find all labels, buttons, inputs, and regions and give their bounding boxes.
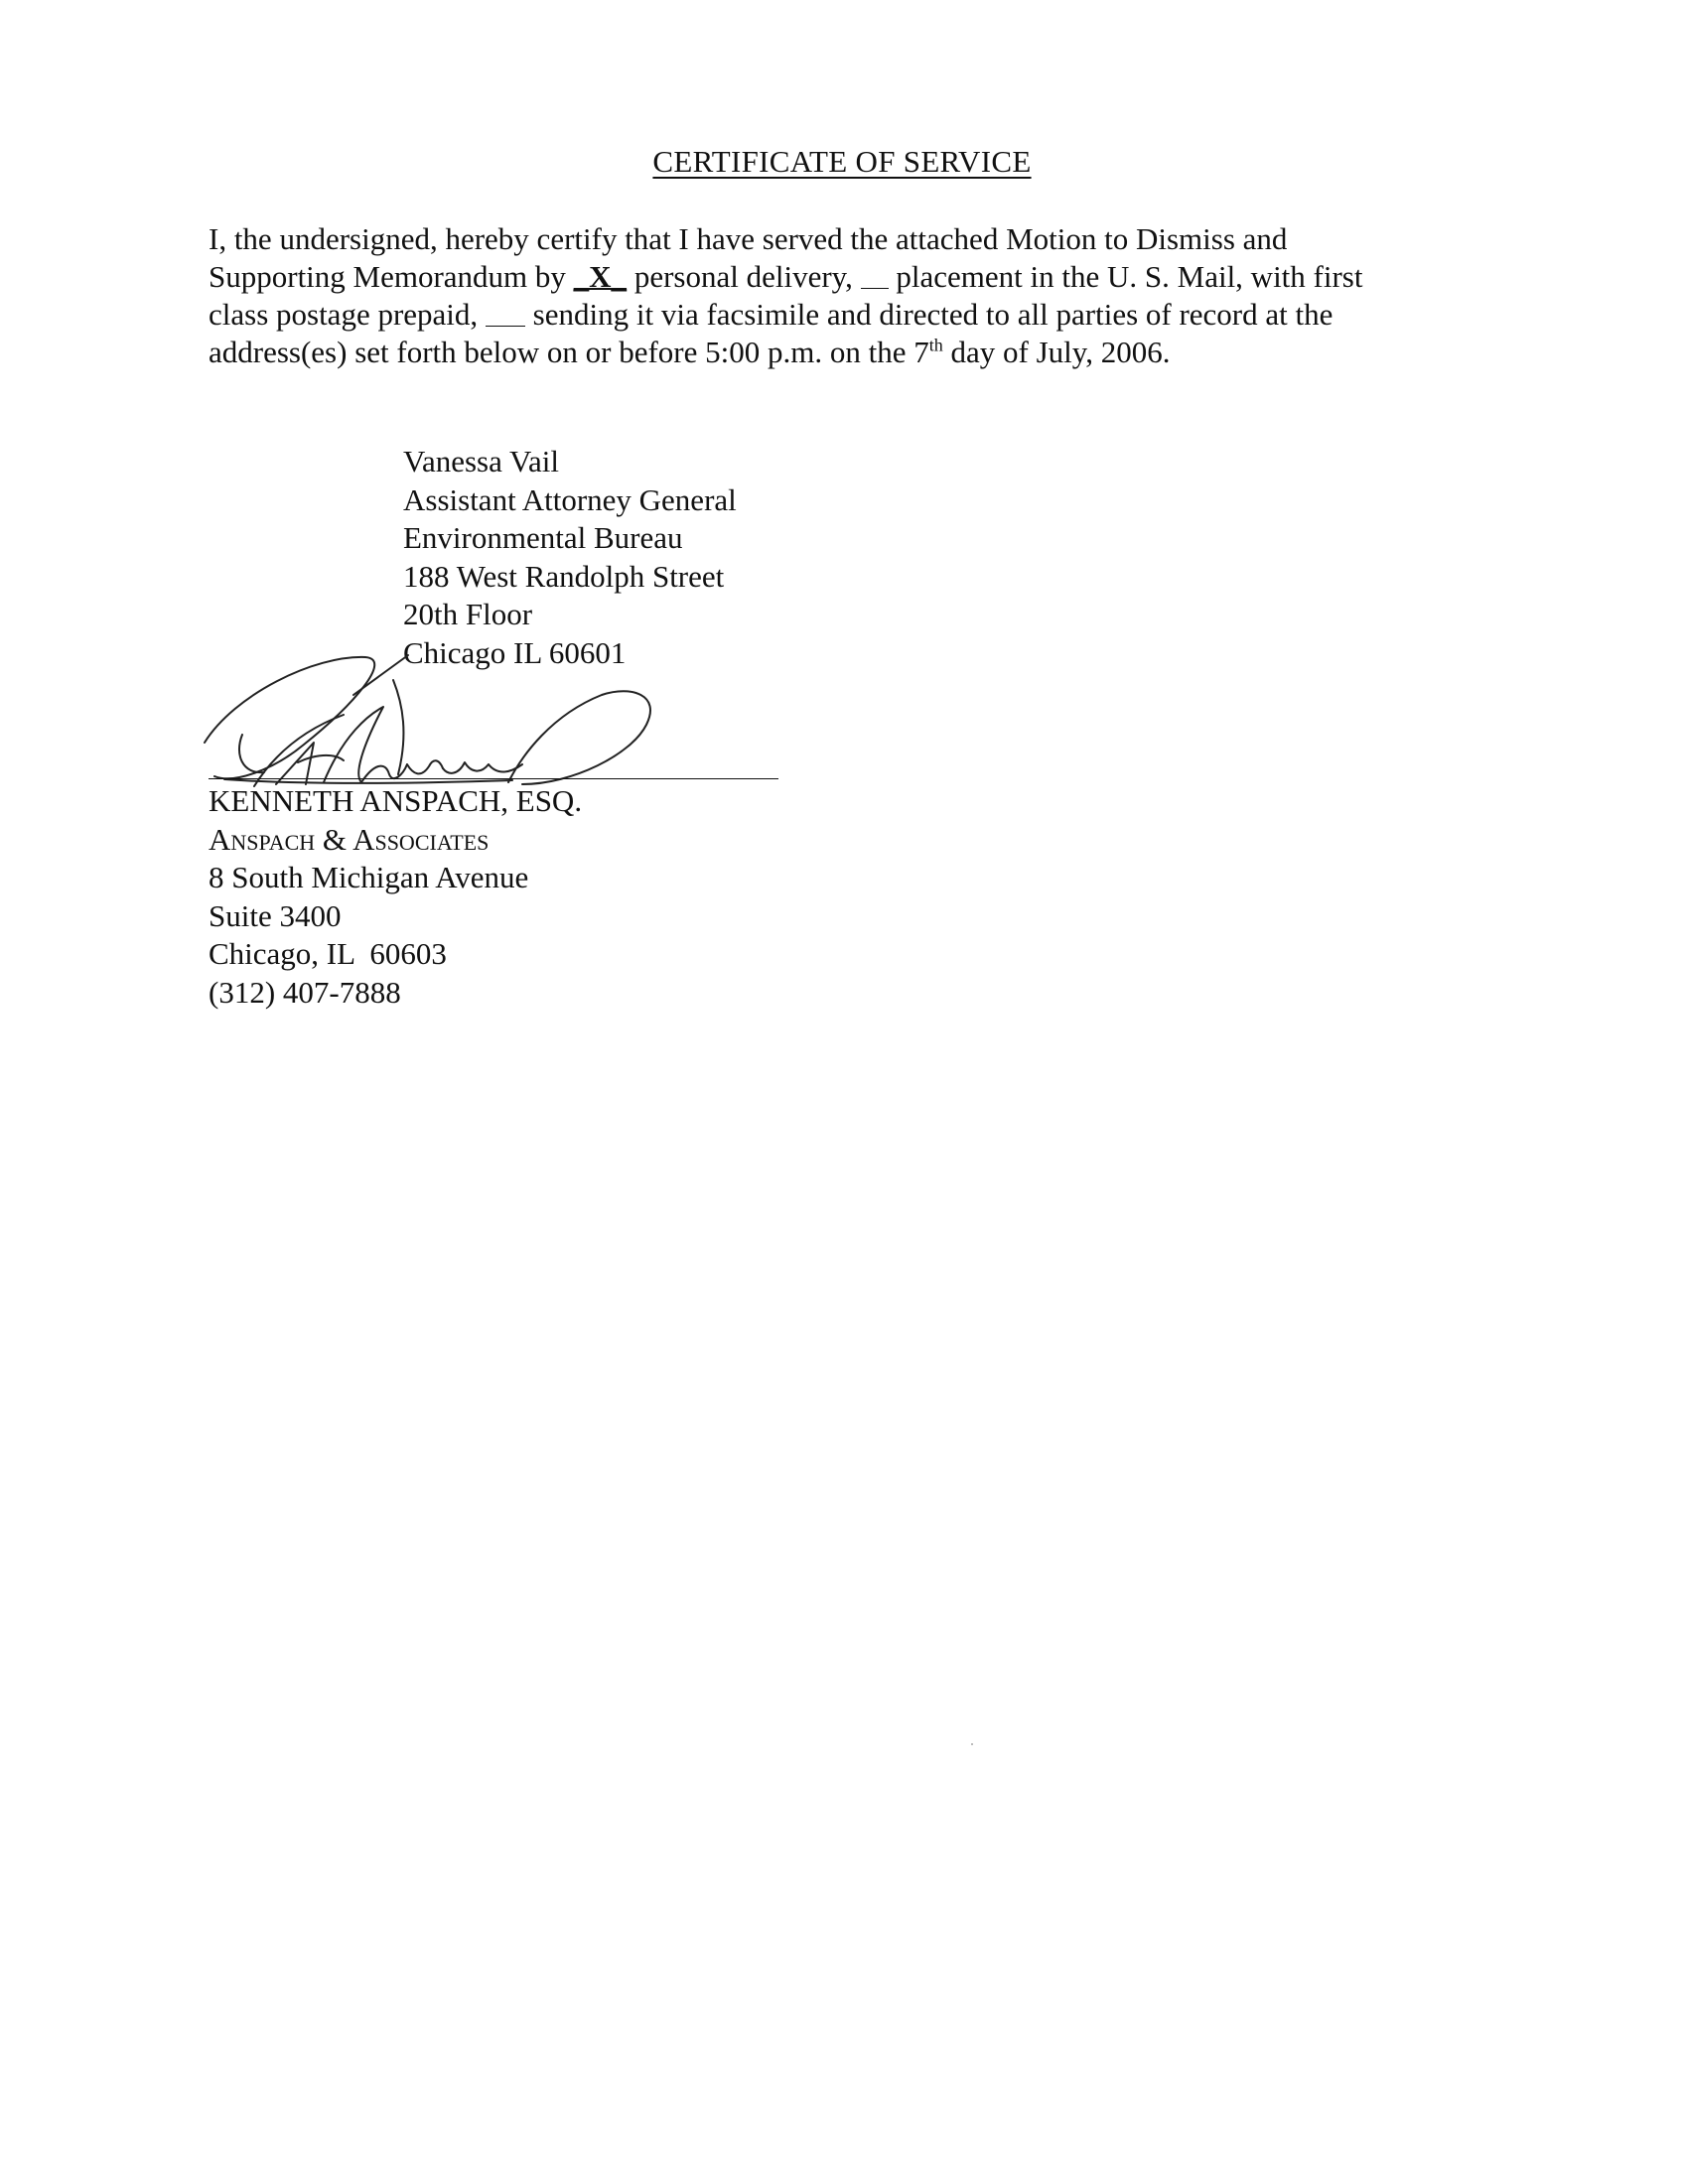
recipient-city: Chicago IL 60601 xyxy=(403,634,627,670)
facsimile-blank xyxy=(486,326,525,327)
signer-firm: Anspach & Associates xyxy=(209,821,490,857)
paragraph-line-1: I, the undersigned, hereby certify that I have served the attached Motion to Dismiss and xyxy=(209,221,1288,256)
scan-speck xyxy=(971,1743,973,1745)
recipient-street: 188 West Randolph Street xyxy=(403,558,725,594)
line4-pre: address(es) set forth below on or before 5:00 p.m. on the 7 xyxy=(209,335,929,369)
certification-paragraph xyxy=(209,220,1539,371)
signer-street: 8 South Michigan Avenue xyxy=(209,860,529,894)
line2-mid: personal delivery, xyxy=(627,259,861,294)
line3-post: sending it via facsimile and directed to all parties of record at the xyxy=(524,297,1333,332)
line2-pre: Supporting Memorandum by xyxy=(209,259,574,294)
signature-line xyxy=(209,778,778,779)
ordinal-suffix: th xyxy=(928,335,943,355)
signer-phone: (312) 407-7888 xyxy=(209,974,401,1010)
recipient-title: Assistant Attorney General xyxy=(403,481,737,517)
paragraph-line-2 xyxy=(209,258,1539,296)
recipient-floor: 20th Floor xyxy=(403,597,533,631)
personal-delivery-mark: _X_ xyxy=(573,259,628,294)
title-text: CERTIFICATE OF SERVICE xyxy=(652,144,1032,179)
line2-post: placement in the U. S. Mail, with first xyxy=(888,259,1363,294)
line4-post: day of July, 2006. xyxy=(942,335,1171,369)
signer-city: Chicago, IL 60603 xyxy=(209,936,447,971)
paragraph-line-3 xyxy=(209,296,1539,334)
signer-block xyxy=(209,782,582,1012)
paragraph-line-4 xyxy=(209,334,1539,371)
line3-pre: class postage prepaid, xyxy=(209,297,486,332)
signer-suite: Suite 3400 xyxy=(209,897,342,933)
recipient-bureau: Environmental Bureau xyxy=(403,520,683,555)
signer-name: KENNETH ANSPACH, ESQ. xyxy=(209,783,583,818)
recipient-name: Vanessa Vail xyxy=(403,444,559,478)
document-title xyxy=(0,144,1684,180)
mail-blank xyxy=(861,288,889,289)
